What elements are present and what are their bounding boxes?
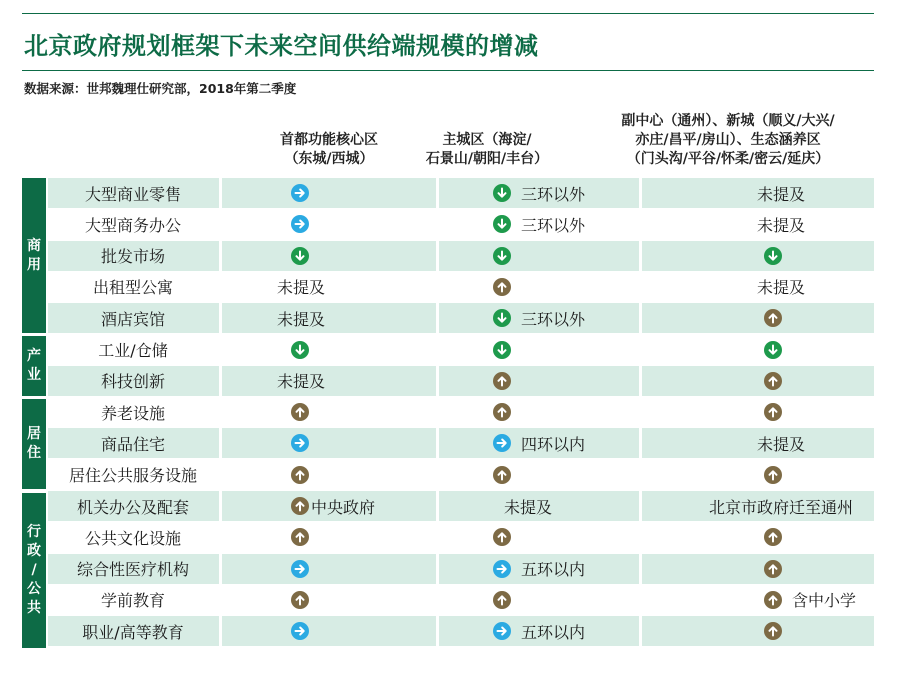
- arrow-right-icon: [291, 434, 309, 452]
- table-cell: [643, 303, 874, 333]
- table-cell: [643, 522, 874, 552]
- row-category: 机关办公及配套: [76, 497, 189, 517]
- table-cell: [440, 554, 638, 584]
- table-cell: [643, 335, 874, 365]
- arrow-down-icon: [493, 341, 511, 359]
- group-label-char: 共: [27, 599, 41, 616]
- table-cell: [643, 241, 874, 271]
- cell-note: 三环以外: [521, 309, 586, 329]
- table-cell: [223, 397, 435, 427]
- cell-text: 北京市政府迁至通州: [708, 497, 853, 517]
- arrow-up-icon: [291, 497, 309, 515]
- row-category: 商品住宅: [100, 434, 165, 454]
- table-cell: [440, 335, 638, 365]
- column-separator: [219, 335, 222, 365]
- row-category: 酒店宾馆: [100, 309, 165, 329]
- table-row: [48, 303, 874, 333]
- column-separator: [639, 554, 642, 584]
- row-category: 公共文化设施: [84, 528, 181, 548]
- arrow-right-icon: [291, 622, 309, 640]
- table-cell: [440, 209, 638, 239]
- arrow-right-icon: [291, 560, 309, 578]
- table-cell: [223, 460, 435, 490]
- column-separator: [639, 241, 642, 271]
- column-separator: [436, 397, 439, 427]
- arrow-up-icon: [291, 403, 309, 421]
- arrow-up-icon: [764, 560, 782, 578]
- arrow-down-icon: [291, 247, 309, 265]
- column-separator: [639, 522, 642, 552]
- table-cell: [440, 460, 638, 490]
- column-separator: [219, 272, 222, 302]
- table-row: [48, 178, 874, 208]
- column-header-suburbs: [610, 112, 846, 169]
- arrow-down-icon: [493, 184, 511, 202]
- table-cell: [223, 178, 435, 208]
- column-separator: [436, 178, 439, 208]
- arrow-up-icon: [764, 622, 782, 640]
- table-cell: [223, 272, 379, 302]
- row-category: 工业/仓储: [98, 341, 168, 360]
- column-separator: [436, 554, 439, 584]
- column-separator: [219, 178, 222, 208]
- column-separator: [219, 585, 222, 615]
- cell-text: 未提及: [756, 434, 805, 454]
- column-separator: [436, 428, 439, 458]
- column-separator: [436, 585, 439, 615]
- arrow-up-icon: [493, 591, 511, 609]
- header-line: 首都功能核心区: [280, 132, 378, 148]
- cell-note: 含中小学: [792, 591, 857, 611]
- row-category: 综合性医疗机构: [76, 560, 189, 580]
- table-row: [48, 366, 874, 396]
- cell-note: 四环以内: [521, 434, 586, 454]
- row-category: 批发市场: [100, 247, 165, 267]
- table-cell: [643, 460, 874, 490]
- arrow-up-icon: [764, 372, 782, 390]
- table-row: [48, 209, 874, 239]
- table-cell: [223, 241, 435, 271]
- table-row: [48, 428, 874, 458]
- column-separator: [639, 303, 642, 333]
- column-separator: [219, 460, 222, 490]
- row-category: 大型商务办公: [84, 215, 181, 235]
- cell-text: 未提及: [276, 278, 325, 298]
- table-row: [48, 272, 874, 302]
- arrow-down-icon: [493, 247, 511, 265]
- arrow-up-icon: [764, 466, 782, 484]
- column-separator: [436, 209, 439, 239]
- column-separator: [639, 178, 642, 208]
- column-separator: [219, 209, 222, 239]
- column-separator: [436, 272, 439, 302]
- table-cell: [440, 616, 638, 646]
- header-line: （门头沟/平谷/怀柔/密云/延庆）: [626, 151, 830, 167]
- arrow-right-icon: [291, 184, 309, 202]
- column-separator: [639, 366, 642, 396]
- group-label-char: /: [31, 561, 37, 578]
- arrow-up-icon: [493, 372, 511, 390]
- column-separator: [219, 241, 222, 271]
- row-category: 出租型公寓: [92, 278, 173, 298]
- arrow-up-icon: [764, 528, 782, 546]
- top-rule: [22, 13, 874, 14]
- table-row: [48, 522, 874, 552]
- table-cell: [643, 491, 900, 521]
- column-separator: [219, 366, 222, 396]
- table-cell: [643, 178, 900, 208]
- column-separator: [219, 554, 222, 584]
- column-separator: [639, 209, 642, 239]
- header-line: （东城/西城）: [284, 151, 374, 167]
- table-cell: [643, 272, 900, 302]
- column-separator: [639, 335, 642, 365]
- page-title: 北京政府规划框架下未来空间供给端规模的增减: [24, 32, 539, 60]
- table-cell: [223, 366, 379, 396]
- cell-text: 未提及: [503, 497, 552, 517]
- table-cell: [440, 178, 638, 208]
- table-cell: [440, 366, 638, 396]
- row-category: 职业/高等教育: [82, 622, 184, 642]
- cell-note: 五环以内: [521, 622, 586, 642]
- table-row: [48, 460, 874, 490]
- group-label-char: 居: [27, 426, 41, 443]
- arrow-up-icon: [493, 278, 511, 296]
- arrow-down-icon: [764, 341, 782, 359]
- column-separator: [436, 303, 439, 333]
- table-cell: [643, 616, 874, 646]
- arrow-up-icon: [291, 528, 309, 546]
- arrow-down-icon: [764, 247, 782, 265]
- arrow-down-icon: [291, 341, 309, 359]
- table-cell: [440, 585, 638, 615]
- arrow-right-icon: [291, 215, 309, 233]
- column-separator: [436, 491, 439, 521]
- header-line: 副中心（通州）、新城（顺义/大兴/: [621, 113, 835, 129]
- arrow-right-icon: [493, 560, 511, 578]
- cell-note: 中央政府: [311, 497, 376, 517]
- table-row: [48, 491, 874, 521]
- column-separator: [219, 428, 222, 458]
- cell-text: 未提及: [756, 184, 805, 204]
- table-cell: [223, 335, 435, 365]
- header-line: 石景山/朝阳/丰台）: [425, 151, 549, 167]
- table-cell: [643, 554, 874, 584]
- table-cell: [223, 522, 435, 552]
- column-separator: [436, 522, 439, 552]
- cell-text: 未提及: [756, 215, 805, 235]
- cell-text: 未提及: [756, 278, 805, 298]
- arrow-up-icon: [493, 403, 511, 421]
- arrow-up-icon: [291, 591, 309, 609]
- table-cell: [440, 428, 638, 458]
- row-category: 大型商业零售: [84, 184, 181, 204]
- table-cell: [440, 241, 638, 271]
- group-label: [22, 237, 46, 275]
- column-separator: [639, 272, 642, 302]
- group-label-char: 商: [27, 237, 41, 254]
- column-separator: [639, 460, 642, 490]
- table-row: [48, 554, 874, 584]
- row-category: 学前教育: [100, 591, 165, 611]
- column-separator: [639, 428, 642, 458]
- table-row: [48, 585, 874, 615]
- table-cell: [643, 366, 874, 396]
- arrow-down-icon: [493, 215, 511, 233]
- table-row: [48, 241, 874, 271]
- cell-note: 三环以外: [521, 184, 586, 204]
- source-note: 数据来源：世邦魏理仕研究部，2018年第二季度: [24, 81, 297, 96]
- column-separator: [436, 616, 439, 646]
- arrow-up-icon: [764, 403, 782, 421]
- table-row: [48, 616, 874, 646]
- arrow-down-icon: [493, 309, 511, 327]
- table-row: [48, 397, 874, 427]
- group-label-char: 行: [27, 523, 41, 540]
- cell-text: 未提及: [276, 372, 325, 392]
- arrow-up-icon: [291, 466, 309, 484]
- table-cell: [643, 209, 900, 239]
- table-cell: [440, 522, 638, 552]
- table-row: [48, 335, 874, 365]
- cell-note: 三环以外: [521, 215, 586, 235]
- column-separator: [639, 616, 642, 646]
- table-cell: [223, 303, 379, 333]
- table-cell: [440, 397, 638, 427]
- group-label-char: 用: [27, 256, 41, 273]
- row-category: 居住公共服务设施: [68, 466, 197, 486]
- arrow-up-icon: [493, 528, 511, 546]
- column-separator: [219, 616, 222, 646]
- table-cell: [223, 491, 435, 521]
- cell-text: 未提及: [276, 309, 325, 329]
- table-cell: [643, 397, 874, 427]
- column-header-main-city: [388, 131, 586, 169]
- table-cell: [223, 428, 435, 458]
- table-cell: [223, 616, 435, 646]
- table-cell: [440, 303, 638, 333]
- table-cell: [440, 491, 616, 521]
- column-separator: [219, 303, 222, 333]
- table-cell: [223, 585, 435, 615]
- row-category: 科技创新: [100, 372, 165, 392]
- column-separator: [639, 491, 642, 521]
- cell-note: 五环以内: [521, 560, 586, 580]
- group-label-char: 政: [27, 542, 41, 559]
- column-separator: [639, 397, 642, 427]
- column-separator: [436, 366, 439, 396]
- group-label-char: 产: [27, 347, 41, 364]
- group-label: [22, 425, 46, 463]
- group-label-char: 住: [27, 445, 41, 462]
- arrow-up-icon: [493, 466, 511, 484]
- table-cell: [440, 272, 638, 302]
- table-cell: [223, 554, 435, 584]
- column-separator: [219, 522, 222, 552]
- column-separator: [436, 241, 439, 271]
- arrow-up-icon: [764, 591, 782, 609]
- arrow-right-icon: [493, 622, 511, 640]
- table-cell: [223, 209, 435, 239]
- column-separator: [219, 397, 222, 427]
- group-label-char: 业: [27, 366, 41, 383]
- title-rule: [22, 70, 874, 71]
- column-separator: [639, 585, 642, 615]
- table-cell: [643, 585, 874, 615]
- column-separator: [436, 460, 439, 490]
- row-category: 养老设施: [100, 403, 165, 423]
- header-line: 主城区（海淀/: [442, 132, 532, 148]
- group-label: [22, 347, 46, 385]
- arrow-up-icon: [764, 309, 782, 327]
- arrow-right-icon: [493, 434, 511, 452]
- group-label-char: 公: [27, 580, 41, 597]
- column-separator: [219, 491, 222, 521]
- table-cell: [643, 428, 900, 458]
- header-line: 亦庄/昌平/房山）、生态涵养区: [635, 132, 821, 148]
- group-label: [22, 523, 46, 618]
- column-separator: [436, 335, 439, 365]
